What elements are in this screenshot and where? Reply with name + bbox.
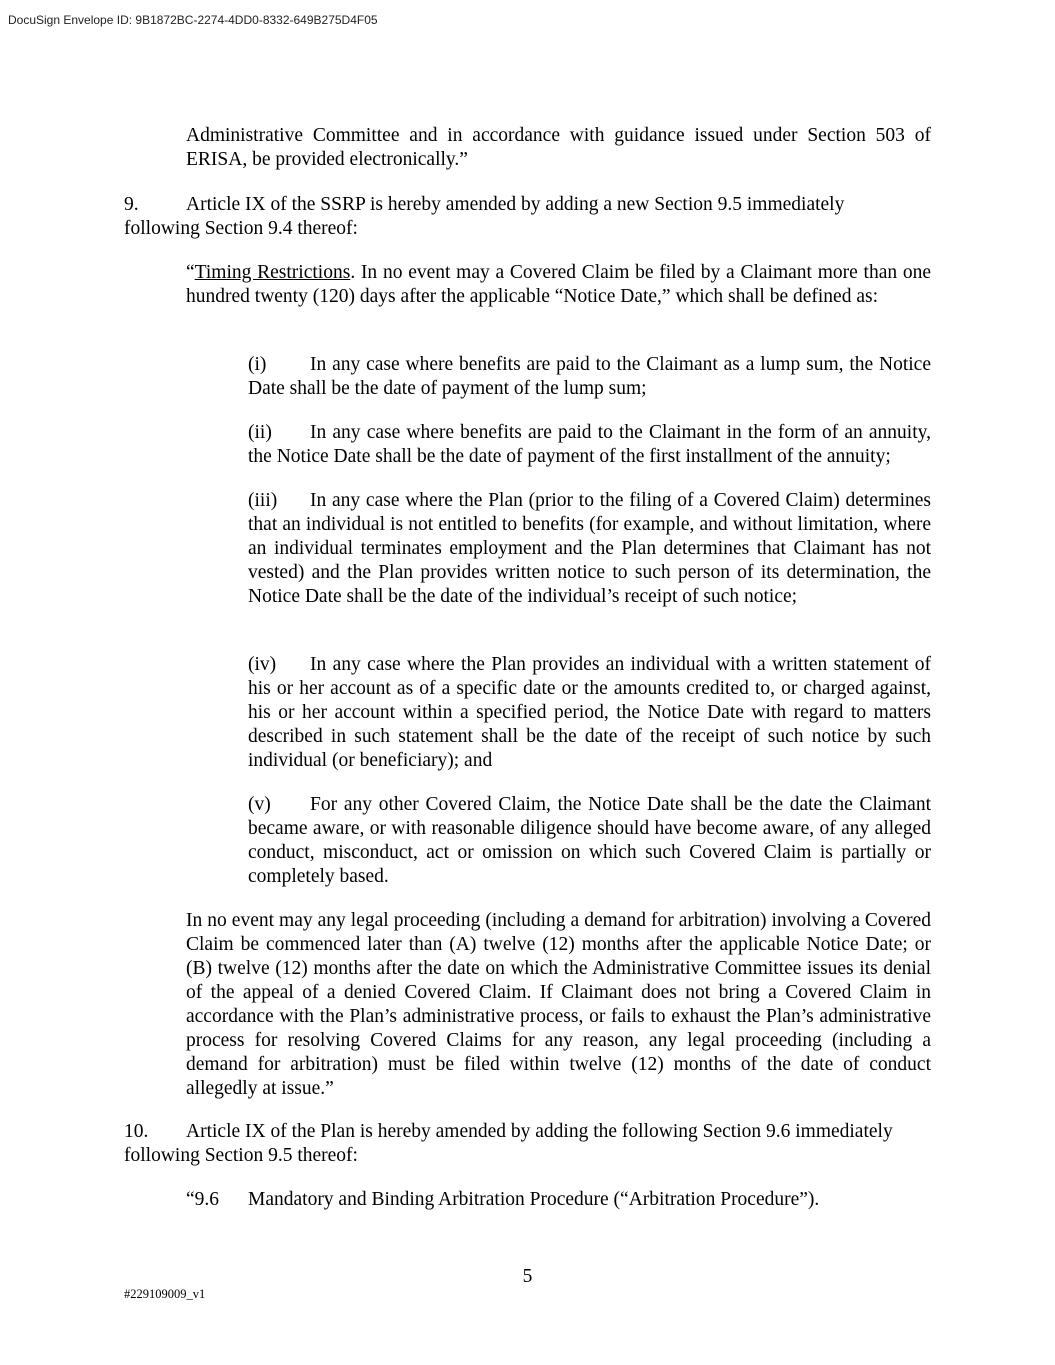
timing-restrictions-text: . In no event may a Covered Claim be filed by a Claimant more than one hundred twenty (120) days after the applicable “Notice Date,” which shall be defined as: (186, 262, 932, 307)
section-10-paragraph (124, 1120, 904, 1168)
docusign-envelope-id: DocuSign Envelope ID: 9B1872BC-2274-4DD0-8332-649B275D4F05 (8, 13, 378, 27)
notice-item-ii (248, 421, 931, 469)
section-9-number: 9. (124, 194, 139, 215)
section-9-paragraph (124, 193, 904, 241)
arbitration-heading-text: Mandatory and Binding Arbitration Procedure (“Arbitration Procedure”). (248, 1189, 820, 1210)
notice-item-label: (i) (248, 354, 267, 375)
timing-open-quote: “ (186, 262, 195, 283)
notice-item-text: In any case where benefits are paid to the Claimant as a lump sum, the Notice Date shall be the date of payment of the lump sum; (248, 354, 931, 399)
notice-item-iii (248, 489, 931, 609)
notice-item-text: For any other Covered Claim, the Notice Date shall be the date the Claimant became aware, or with reasonable diligence should have become aware, of any alleged conduct, misconduct, act or omission on which such Covered Claim is partially or completely based. (248, 794, 931, 887)
notice-item-iv (248, 653, 931, 773)
document-id: #229109009_v1 (124, 1287, 206, 1301)
page-number: 5 (522, 1266, 533, 1287)
notice-item-label: (v) (248, 794, 271, 815)
legal-proceeding-paragraph: In no event may any legal proceeding (including a demand for arbitration) involving a Covered Claim be commenced later than (A) twelve (12) months after the applicable Notice Date; or (B) twelve (12) months after the date on which the Administrative Committee issues its denial of the appeal of a denied Covered Claim. If Claimant does not bring a Covered Claim in accordance with the Plan’s administrative process, or fails to exhaust the Plan’s administrative process for resolving Covered Claims for any reason, any legal proceeding (including a demand for arbitration) must be filed within twelve (12) months of the date of conduct allegedly at issue.” (186, 910, 931, 1099)
notice-item-label: (ii) (248, 422, 272, 443)
notice-item-v (248, 793, 931, 889)
section-10-number: 10. (124, 1121, 149, 1142)
notice-item-text: In any case where the Plan (prior to the filing of a Covered Claim) determines that an individual is not entitled to benefits (for example, and without limitation, where an individual terminates employment and the Plan determines that Claimant has not vested) and the Plan provides written notice to such person of its determination, the Notice Date shall be the date of the individual’s receipt of such notice; (248, 490, 931, 607)
notice-item-text: In any case where the Plan provides an individual with a written statement of his or her account as of a specific date or the amounts credited to, or charged against, his or her account within a specified period, the Notice Date with regard to matters described in such statement shall be the date of the receipt of such notice by such individual (or beneficiary); and (248, 654, 931, 771)
section-10-text: Article IX of the Plan is hereby amended by adding the following Section 9.6 immediately following Section 9.5 thereof: (124, 1121, 893, 1166)
timing-restrictions-paragraph (186, 261, 931, 309)
notice-item-label: (iii) (248, 490, 278, 511)
notice-item-label: (iv) (248, 654, 277, 675)
continuation-paragraph: Administrative Committee and in accordance with guidance issued under Section 503 of ERISA, be provided electronically.” (186, 125, 931, 170)
arbitration-section-number: “9.6 (186, 1189, 220, 1210)
notice-item-text: In any case where benefits are paid to the Claimant in the form of an annuity, the Notice Date shall be the date of payment of the first installment of the annuity; (248, 422, 931, 467)
timing-restrictions-heading: Timing Restrictions (194, 262, 351, 283)
arbitration-heading (186, 1188, 931, 1212)
notice-item-i (186, 353, 931, 401)
section-9-text: Article IX of the SSRP is hereby amended by adding a new Section 9.5 immediately following Section 9.4 thereof: (124, 194, 845, 239)
